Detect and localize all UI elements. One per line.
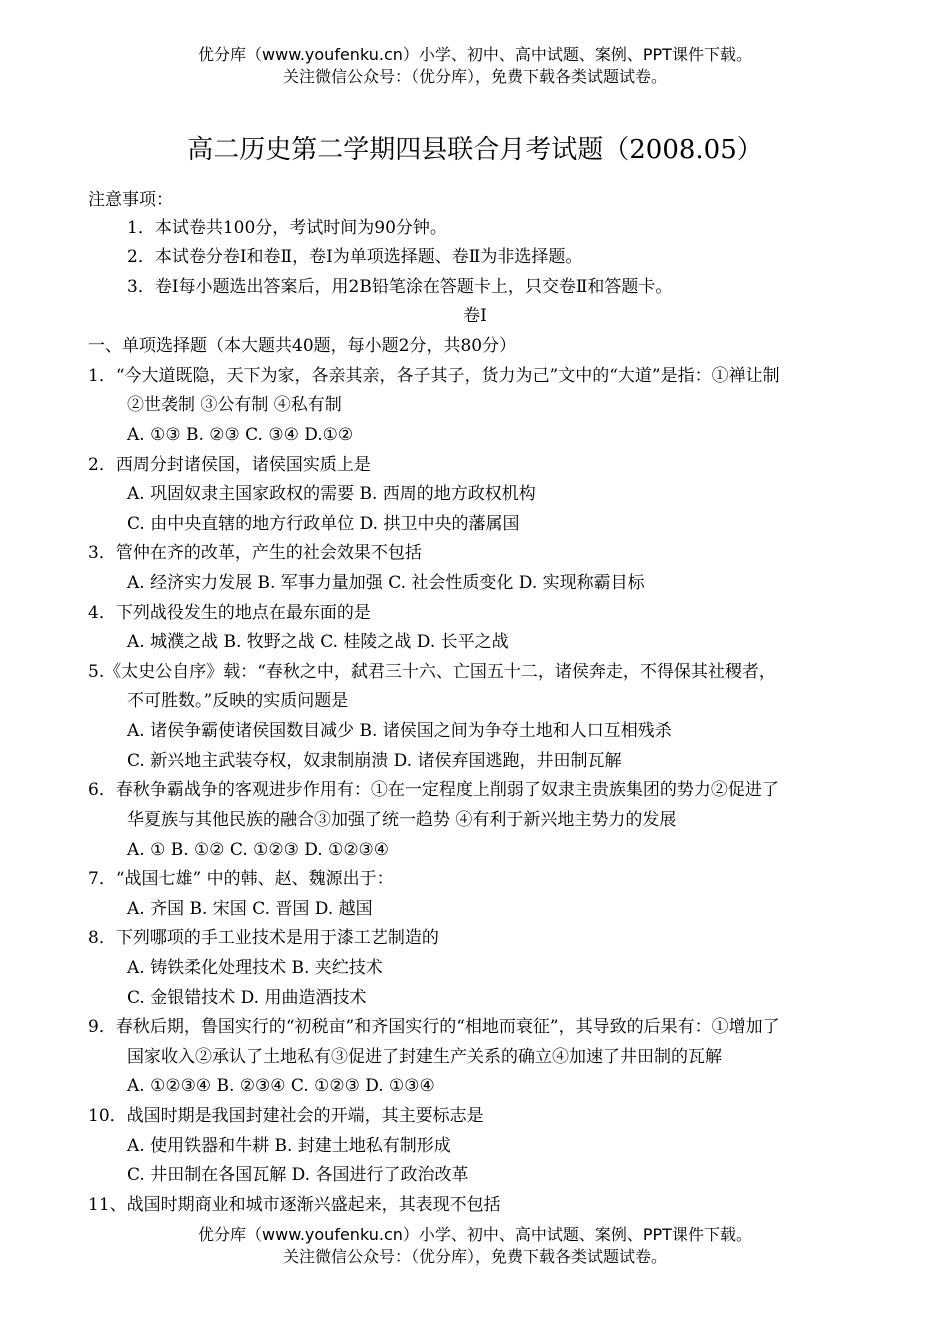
question-line: ②世袭制 ③公有制 ④私有制	[127, 395, 342, 415]
answer-options: A. 城濮之战 B. 牧野之战 C. 桂陵之战 D. 长平之战	[127, 632, 509, 652]
answer-options: C. 井田制在各国瓦解 D. 各国进行了政治改革	[127, 1165, 469, 1185]
question-line: 国家收入②承认了土地私有③促进了封建生产关系的确立④加速了井田制的瓦解	[127, 1047, 722, 1067]
question-line: 不可胜数。”反映的实质问题是	[127, 691, 349, 711]
answer-options: A. ①②③④ B. ②③④ C. ①②③ D. ①③④	[127, 1076, 435, 1096]
question-line: 4．下列战役发生的地点在最东面的是	[88, 603, 371, 623]
header-line-2: 关注微信公众号：（优分库），免费下载各类试题试卷。	[282, 67, 667, 86]
question-line: 8．下列哪项的手工业技术是用于漆工艺制造的	[88, 928, 439, 948]
section-heading: 一、单项选择题（本大题共40题，每小题2分，共80分）	[88, 336, 517, 356]
answer-options: A. ① B. ①② C. ①②③ D. ①②③④	[127, 840, 390, 860]
answer-options: A. 巩固奴隶主国家政权的需要 B. 西周的地方政权机构	[127, 484, 536, 504]
page-title: 高二历史第二学期四县联合月考试题（2008.05）	[187, 135, 763, 165]
footer-line-1: 优分库（www.youfenku.cn）小学、初中、高中试题、案例、PPT课件下载。	[198, 1225, 752, 1244]
answer-options: A. 铸铁柔化处理技术 B. 夹纻技术	[127, 958, 383, 978]
answer-options: C. 新兴地主武装夺权，奴隶制崩溃 D. 诸侯弃国逃跑，井田制瓦解	[127, 751, 622, 771]
answer-options: C. 由中央直辖的地方行政单位 D. 拱卫中央的藩属国	[127, 514, 520, 534]
question-line: 2．西周分封诸侯国，诸侯国实质上是	[88, 455, 371, 475]
question-line: 7．“战国七雄” 中的韩、赵、魏源出于：	[88, 869, 394, 889]
question-line: 华夏族与其他民族的融合③加强了统一趋势 ④有利于新兴地主势力的发展	[127, 810, 677, 830]
notice-heading: 注意事项：	[88, 190, 173, 210]
question-line: 10．战国时期是我国封建社会的开端，其主要标志是	[88, 1106, 484, 1126]
notice-item: 3．卷Ⅰ每小题选出答案后，用2B铅笔涂在答题卡上，只交卷Ⅱ和答题卡。	[127, 277, 673, 297]
question-line: 9．春秋后期，鲁国实行的“初税亩”和齐国实行的“相地而衰征”，其导致的后果有：①增加了	[88, 1017, 780, 1037]
answer-options: A. 经济实力发展 B. 军事力量加强 C. 社会性质变化 D. 实现称霸目标	[127, 573, 645, 593]
question-line: 6．春秋争霸战争的客观进步作用有：①在一定程度上削弱了奴隶主贵族集团的势力②促进了	[88, 780, 779, 800]
notice-item: 1．本试卷共100分，考试时间为90分钟。	[127, 218, 447, 238]
answer-options: A. 使用铁器和牛耕 B. 封建土地私有制形成	[127, 1136, 451, 1156]
answer-options: C. 金银错技术 D. 用曲造酒技术	[127, 988, 367, 1008]
answer-options: A. ①③ B. ②③ C. ③④ D.①②	[127, 425, 354, 445]
question-line: 11、战国时期商业和城市逐渐兴盛起来，其表现不包括	[88, 1195, 501, 1215]
answer-options: A. 齐国 B. 宋国 C. 晋国 D. 越国	[127, 899, 373, 919]
header-line-1: 优分库（www.youfenku.cn）小学、初中、高中试题、案例、PPT课件下载。	[198, 45, 752, 64]
question-line: 5.《太史公自序》载：“春秋之中，弑君三十六、亡国五十二，诸侯奔走，不得保其社稷者，	[88, 662, 776, 682]
question-line: 3．管仲在齐的改革，产生的社会效果不包括	[88, 543, 422, 563]
question-line: 1．“今大道既隐，天下为家，各亲其亲，各子其子，货力为己”文中的“大道”是指：①禅让制	[88, 366, 780, 386]
volume-heading: 卷Ⅰ	[463, 306, 487, 326]
notice-item: 2．本试卷分卷Ⅰ和卷Ⅱ，卷Ⅰ为单项选择题、卷Ⅱ为非选择题。	[127, 247, 583, 267]
answer-options: A. 诸侯争霸使诸侯国数目减少 B. 诸侯国之间为争夺土地和人口互相残杀	[127, 721, 672, 741]
footer-line-2: 关注微信公众号：（优分库），免费下载各类试题试卷。	[282, 1247, 667, 1266]
